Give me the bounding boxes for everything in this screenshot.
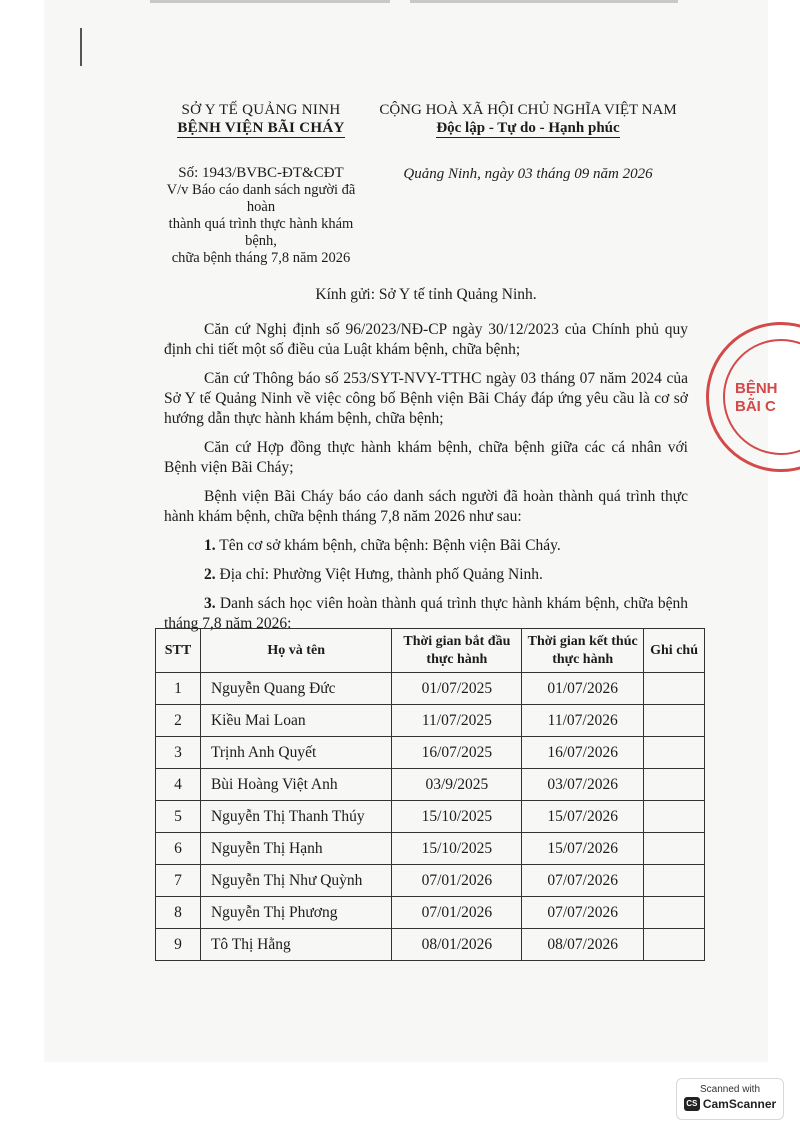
national-motto: Độc lập - Tự do - Hạnh phúc — [436, 120, 620, 136]
column-header-start: Thời gian bắt đầu thực hành — [392, 629, 522, 673]
document-body — [164, 320, 688, 643]
organization-name: BỆNH VIỆN BÃI CHÁY — [177, 120, 345, 136]
table-row: 6 Nguyễn Thị Hạnh 15/10/2025 15/07/2026 — [156, 833, 705, 865]
badge-caption: Scanned with — [699, 1084, 761, 1095]
camscanner-logo-icon: CS — [684, 1097, 700, 1111]
numbered-item: 3. Danh sách học viên hoàn thành quá trình thực hành khám bệnh, chữa bệnh tháng 7,8 năm 2026: — [164, 595, 688, 632]
issuer-block — [156, 101, 366, 267]
place-date: Quảng Ninh, ngày 03 tháng 09 năm 2026 — [403, 166, 653, 182]
paragraph: Bệnh viện Bãi Cháy báo cáo danh sách người đã hoàn thành quá trình thực hành khám bệnh, chữa bệnh tháng 7,8 năm 2026 như sau: — [164, 488, 688, 525]
numbered-item: 1. Tên cơ sở khám bệnh, chữa bệnh: Bệnh viện Bãi Cháy. — [204, 537, 561, 554]
numbered-item: 2. Địa chỉ: Phường Việt Hưng, thành phố Quảng Ninh. — [204, 566, 543, 583]
scan-edge — [410, 0, 678, 3]
table-row: 3 Trịnh Anh Quyết 16/07/2025 16/07/2026 — [156, 737, 705, 769]
paragraph: Căn cứ Nghị định số 96/2023/NĐ-CP ngày 30/12/2023 của Chính phủ quy định chi tiết một số điều của Luật khám bệnh, chữa bệnh; — [164, 321, 688, 358]
recipient-line: Kính gửi: Sở Y tế tỉnh Quảng Ninh. — [315, 286, 537, 303]
table-row: 9 Tô Thị Hằng 08/01/2026 08/07/2026 — [156, 929, 705, 961]
table-row: 4 Bùi Hoàng Việt Anh 03/9/2025 03/07/2026 — [156, 769, 705, 801]
document-number: Số: 1943/BVBC-ĐT&CĐT — [178, 165, 344, 181]
table-row: 7 Nguyễn Thị Như Quỳnh 07/01/2026 07/07/2026 — [156, 865, 705, 897]
trainee-table — [155, 628, 705, 961]
seal-text: BỆNH BÃI C — [735, 380, 778, 415]
agency-name: SỞ Y TẾ QUẢNG NINH — [181, 102, 341, 118]
column-header-name: Họ và tên — [200, 629, 392, 673]
table-row: 2 Kiều Mai Loan 11/07/2025 11/07/2026 — [156, 705, 705, 737]
scan-edge — [150, 0, 390, 3]
camscanner-badge — [676, 1078, 784, 1120]
table-row: 5 Nguyễn Thị Thanh Thúy 15/10/2025 15/07/2026 — [156, 801, 705, 833]
country-name: CỘNG HOÀ XÃ HỘI CHỦ NGHĨA VIỆT NAM — [379, 102, 677, 118]
badge-brand: CS CamScanner — [677, 1097, 783, 1111]
column-header-note: Ghi chú — [644, 629, 705, 673]
table-header-row — [156, 629, 705, 673]
column-header-stt: STT — [156, 629, 201, 673]
paragraph: Căn cứ Hợp đồng thực hành khám bệnh, chữa bệnh giữa các cá nhân với Bệnh viện Bãi Cháy; — [164, 439, 688, 476]
staple-mark — [80, 28, 82, 66]
table-row: 8 Nguyễn Thị Phương 07/01/2026 07/07/2026 — [156, 897, 705, 929]
national-header — [378, 101, 678, 183]
table-row: 1 Nguyễn Quang Đức 01/07/2025 01/07/2026 — [156, 673, 705, 705]
column-header-end: Thời gian kết thúc thực hành — [522, 629, 644, 673]
paragraph: Căn cứ Thông báo số 253/SYT-NVY-TTHC ngày 03 tháng 07 năm 2024 của Sở Y tế Quảng Ninh về việc công bố Bệnh viện Bãi Cháy đáp ứng yêu cầu là cơ sở hướng dẫn thực hành khám bệnh, chữa bệnh; — [164, 370, 688, 427]
document-subject: V/v Báo cáo danh sách người đã hoàn thành quá trình thực hành khám bệnh, chữa bệnh tháng 7,8 năm 2026 — [166, 182, 356, 266]
